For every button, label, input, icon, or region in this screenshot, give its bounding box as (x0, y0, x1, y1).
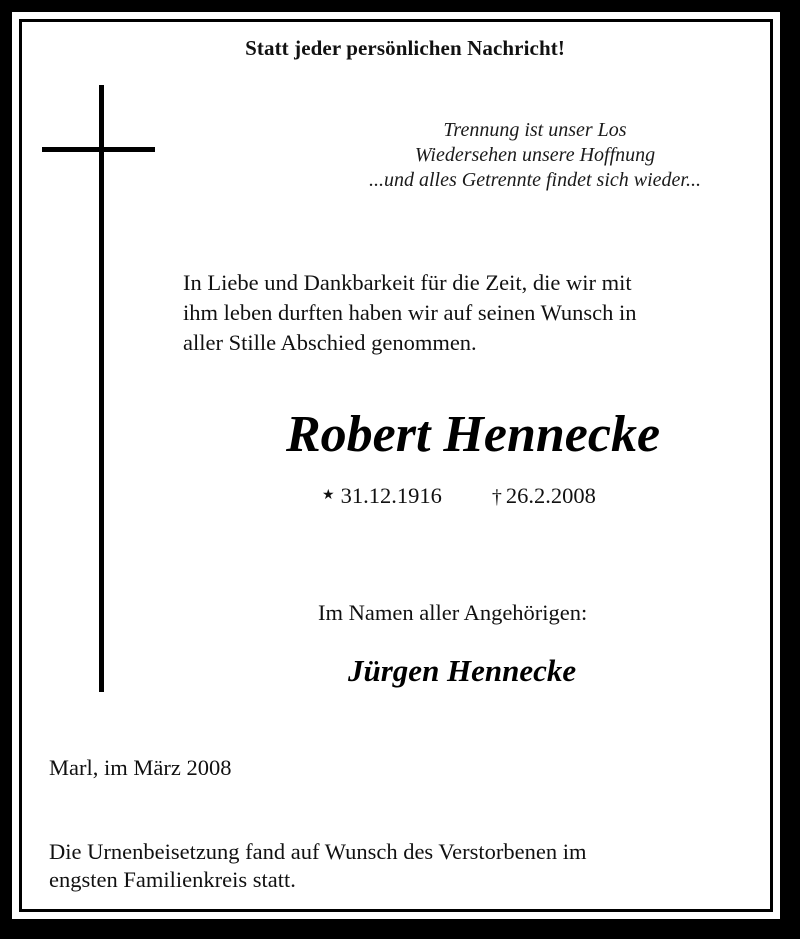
motto-line: Wiedersehen unsere Hoffnung (414, 144, 656, 166)
burial-note-line: engsten Familienkreis statt. (49, 867, 296, 892)
place-date: Marl, im März 2008 (49, 755, 232, 780)
birth-date: 31.12.1916 (340, 483, 442, 508)
dedication-line: aller Stille Abschied genommen. (183, 330, 477, 355)
death-dagger-icon: † (491, 486, 502, 508)
birth-star-icon: ★ (322, 488, 335, 503)
deceased-name: Robert Hennecke (285, 406, 661, 463)
burial-note (49, 838, 586, 894)
death-date: 26.2.2008 (505, 483, 596, 508)
dedication-line: In Liebe und Dankbarkeit für die Zeit, die wir mit (183, 270, 632, 295)
signer-name: Jürgen Hennecke (348, 653, 577, 688)
burial-note-line: Die Urnenbeisetzung fand auf Wunsch des Verstorbenen im (49, 839, 587, 864)
life-dates (322, 483, 596, 509)
on-behalf-text: Im Namen aller Angehörigen: (318, 600, 588, 625)
headline: Statt jeder persönlichen Nachricht! (245, 36, 565, 60)
cross-horizontal-beam (42, 147, 155, 152)
dedication-line: ihm leben durften haben wir auf seinen Wunsch in (183, 300, 637, 325)
motto-verse (300, 118, 770, 193)
motto-line: Trennung ist unser Los (443, 119, 627, 141)
dedication-text (183, 268, 637, 358)
motto-line: ...und alles Getrennte findet sich wieder... (369, 169, 701, 191)
cross-vertical-beam (99, 85, 104, 692)
